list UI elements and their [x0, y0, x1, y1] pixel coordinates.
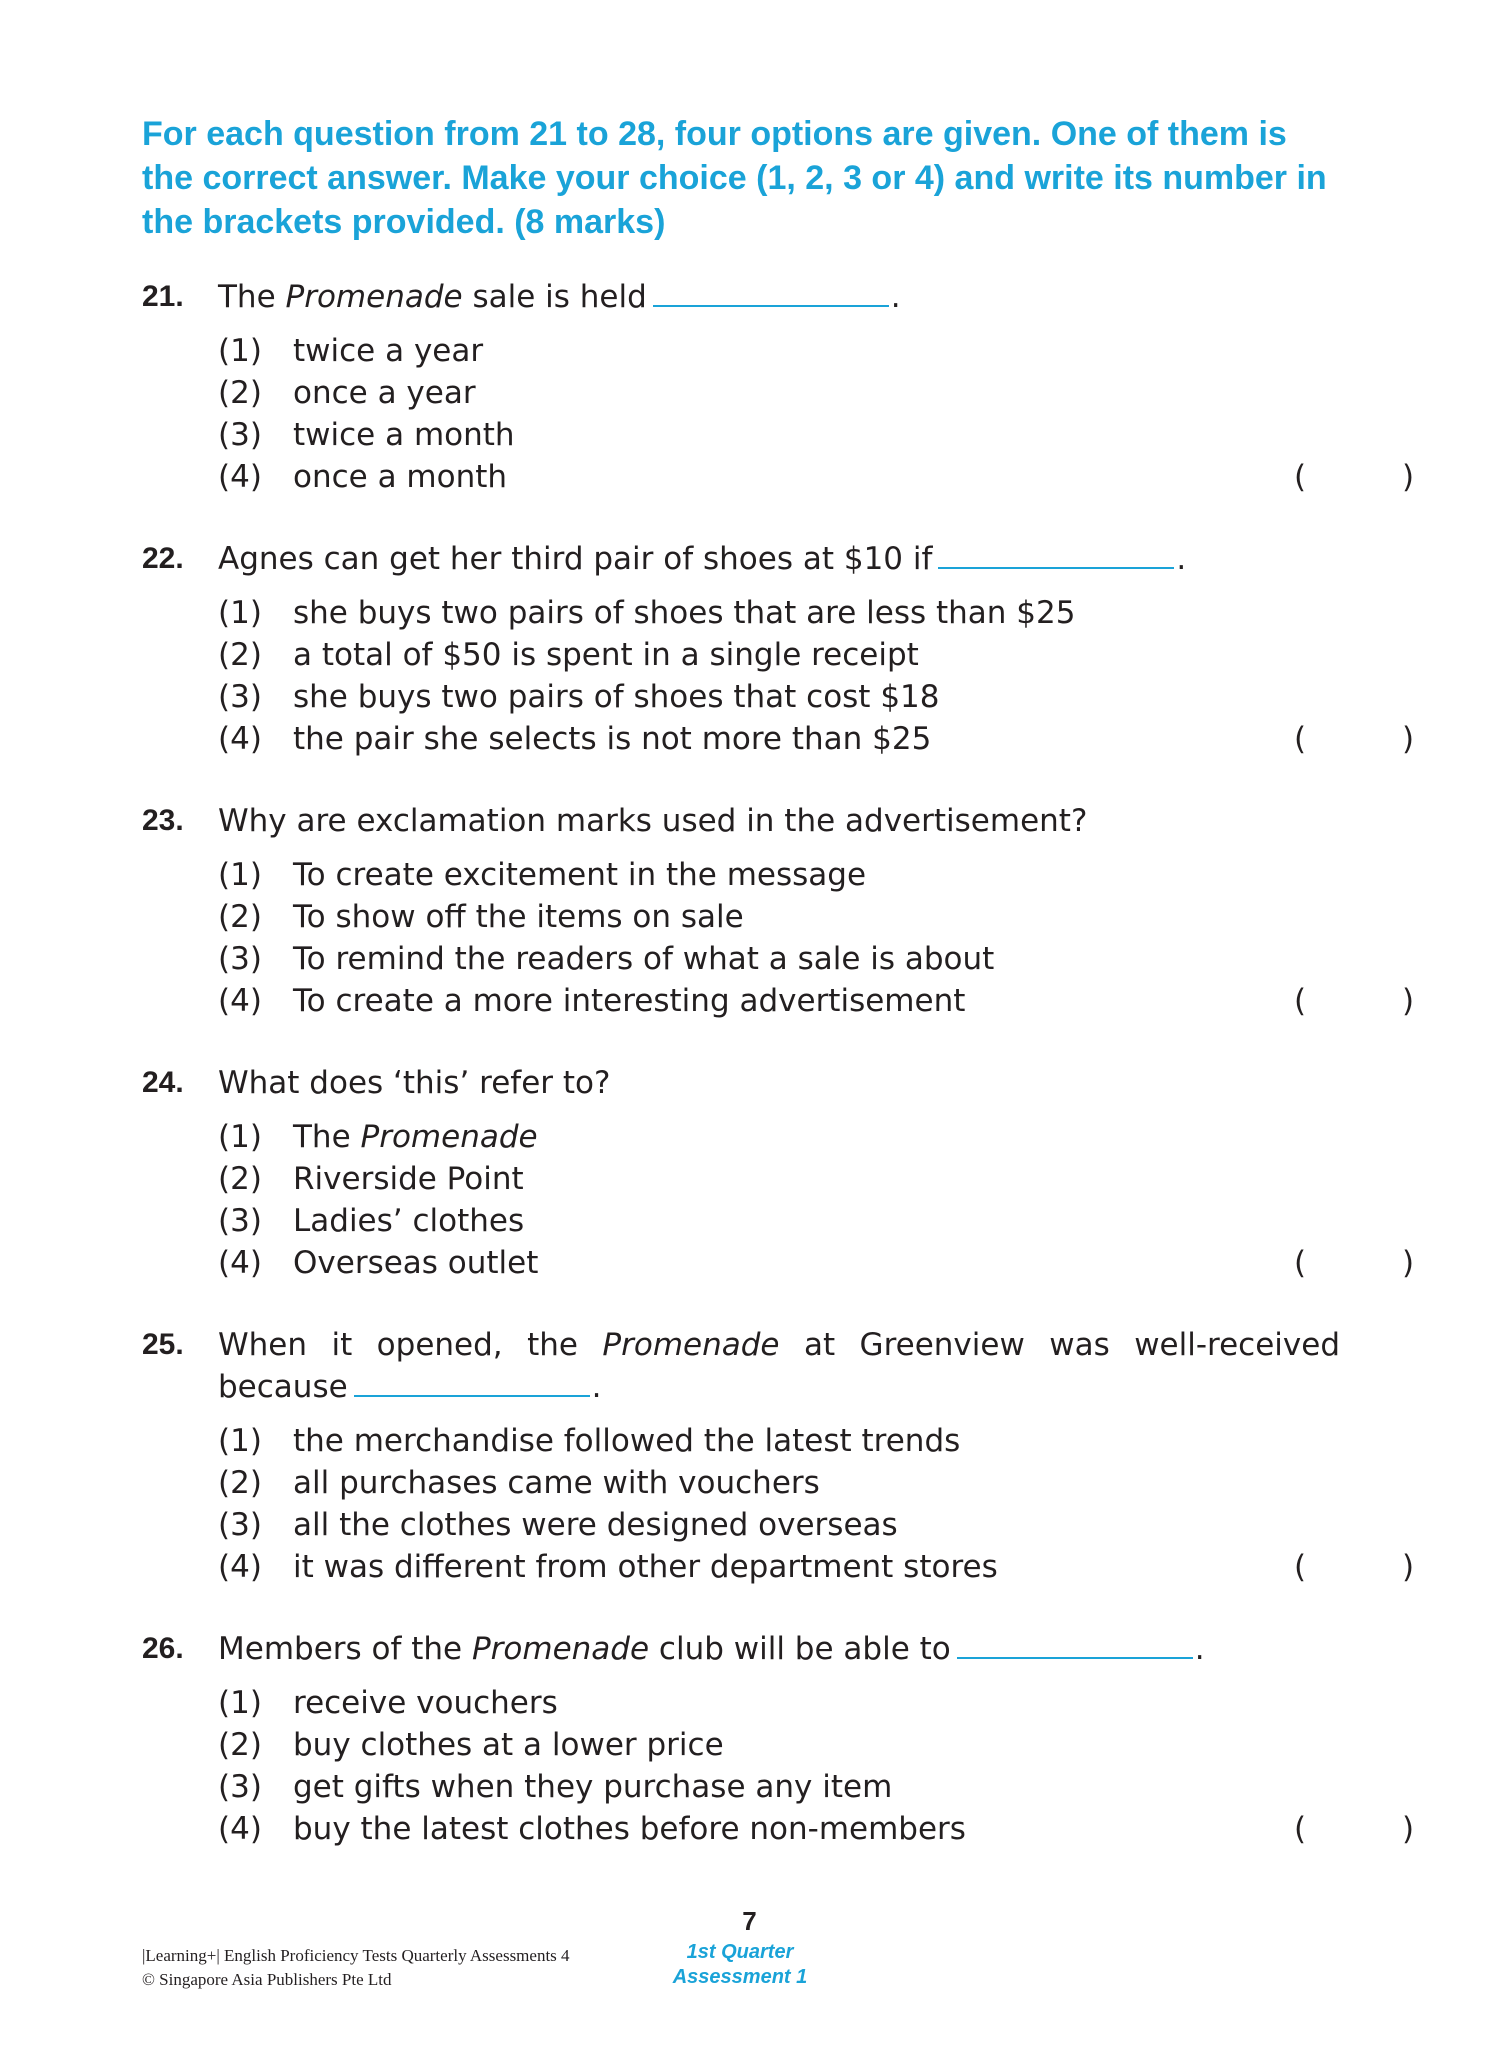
option: (2) Riverside Point [218, 1161, 524, 1197]
option: (3) get gifts when they purchase any item [218, 1769, 893, 1805]
question-stem: What does ‘this’ refer to? [218, 1065, 611, 1101]
answer-bracket-close: ) [1402, 1549, 1415, 1585]
question-number: 22. [142, 542, 184, 575]
question-25 [142, 1324, 1415, 1585]
options-list [218, 1682, 1415, 1850]
question-stem: Why are exclamation marks used in the advertisement? [218, 803, 1088, 839]
copyright-notice: © Singapore Asia Publishers Pte Ltd [142, 1970, 392, 1989]
options-list [218, 592, 1415, 760]
assessment-number: Assessment 1 [672, 1966, 808, 1988]
option: (3) she buys two pairs of shoes that cost $18 [218, 679, 940, 715]
answer-bracket-open[interactable]: ( [1294, 1245, 1307, 1281]
option: (4) Overseas outlet ( ) [218, 1242, 1342, 1284]
options-list [218, 330, 1415, 498]
answer-blank [653, 277, 889, 307]
option: (3) Ladies’ clothes [218, 1203, 525, 1239]
question-number: 24. [142, 1066, 184, 1099]
answer-blank [957, 1629, 1193, 1659]
question-22 [142, 538, 1415, 757]
question-stem: The Promenade sale is held . [218, 279, 901, 315]
answer-blank [354, 1367, 590, 1397]
option: (4) the pair she selects is not more than $25 ( ) [218, 718, 1342, 760]
publisher-footer [142, 1944, 570, 1992]
option: (4) once a month ( ) [218, 456, 1342, 498]
answer-blank [938, 539, 1174, 569]
option: (4) To create a more interesting advertisement ( ) [218, 980, 1342, 1022]
option: (1) The Promenade [218, 1119, 538, 1155]
question-stem: Agnes can get her third pair of shoes at $10 if . [218, 541, 1187, 577]
quarter-label: 1st Quarter [686, 1941, 794, 1963]
option: (3) all the clothes were designed overseas [218, 1507, 898, 1543]
option: (3) To remind the readers of what a sale is about [218, 941, 995, 977]
question-number: 21. [142, 280, 184, 313]
answer-bracket-close: ) [1402, 721, 1415, 757]
question-stem-continued: because . [218, 1369, 602, 1405]
question-stem: When it opened, the Promenade at Greenview was well-received [218, 1327, 1340, 1363]
question-stem: Members of the Promenade club will be able to . [218, 1631, 1205, 1667]
answer-bracket-open[interactable]: ( [1294, 1811, 1307, 1847]
option: (1) the merchandise followed the latest trends [218, 1423, 961, 1459]
option: (2) once a year [218, 375, 476, 411]
answer-bracket-open[interactable]: ( [1294, 1549, 1307, 1585]
option: (2) buy clothes at a lower price [218, 1727, 724, 1763]
option: (4) buy the latest clothes before non-members ( ) [218, 1808, 1342, 1850]
option: (1) she buys two pairs of shoes that are less than $25 [218, 595, 1076, 631]
option: (1) receive vouchers [218, 1685, 558, 1721]
answer-bracket-close: ) [1402, 983, 1415, 1019]
option: (4) it was different from other department stores ( ) [218, 1546, 1342, 1588]
option: (1) To create excitement in the message [218, 857, 867, 893]
answer-bracket-open[interactable]: ( [1294, 983, 1307, 1019]
section-instructions: For each question from 21 to 28, four options are given. One of them is the correct answer. Make your choice (1, 2, 3 or 4) and write its number in the brackets provided. (8 marks) [142, 115, 1327, 241]
options-list [218, 1116, 1415, 1284]
assessment-label [660, 1940, 820, 1990]
answer-bracket-close: ) [1402, 1811, 1415, 1847]
option: (2) a total of $50 is spent in a single receipt [218, 637, 919, 673]
question-number: 26. [142, 1632, 184, 1665]
answer-bracket-open[interactable]: ( [1294, 721, 1307, 757]
question-26 [142, 1628, 1415, 1847]
question-24 [142, 1062, 1415, 1281]
answer-bracket-close: ) [1402, 1245, 1415, 1281]
option: (3) twice a month [218, 417, 515, 453]
question-21 [142, 276, 1415, 495]
option: (2) To show off the items on sale [218, 899, 744, 935]
series-title: |Learning+| English Proficiency Tests Quarterly Assessments 4 [142, 1946, 570, 1965]
question-number: 23. [142, 804, 184, 837]
answer-bracket-open[interactable]: ( [1294, 459, 1307, 495]
page-number: 7 [742, 1906, 757, 1936]
options-list [218, 1420, 1415, 1588]
answer-bracket-close: ) [1402, 459, 1415, 495]
options-list [218, 854, 1415, 1022]
option: (1) twice a year [218, 333, 484, 369]
question-23 [142, 800, 1415, 1019]
question-number: 25. [142, 1328, 184, 1361]
option: (2) all purchases came with vouchers [218, 1465, 820, 1501]
